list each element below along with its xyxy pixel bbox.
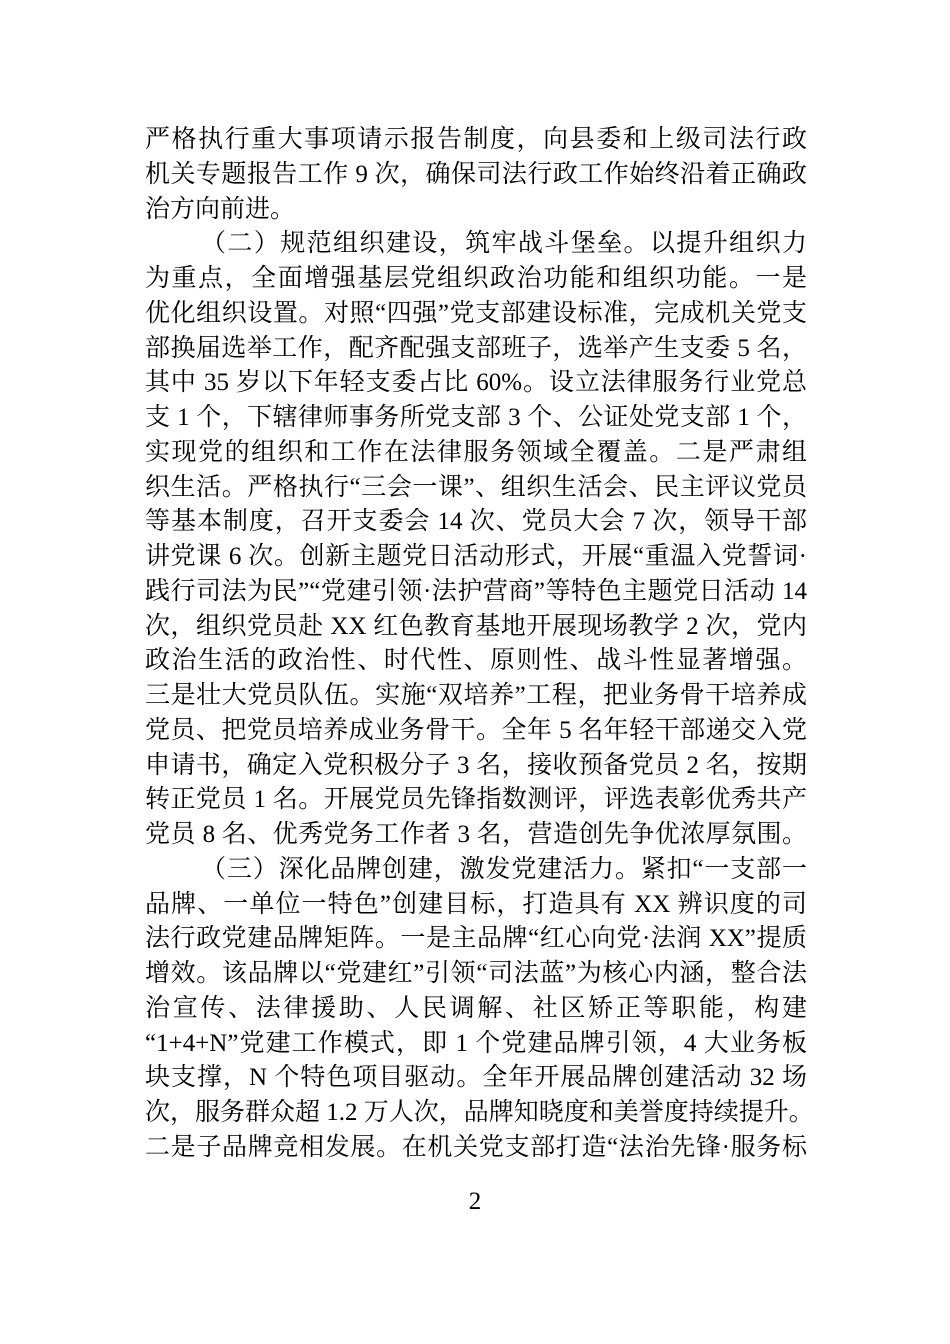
body-text [145, 123, 814, 1166]
text-line: 二是子品牌竞相发展。在机关党支部打造“法治先锋·服务标 [145, 1133, 807, 1161]
text-line: 严格执行重大事项请示报告制度，向县委和上级司法行政 [145, 126, 807, 153]
text-line: 其中 35 岁以下年轻支委占比 60%。设立法律服务行业党总 [145, 369, 807, 397]
page-number: 2 [468, 1188, 482, 1215]
text-line: 政治生活的政治性、时代性、原则性、战斗性显著增强。 [145, 647, 807, 675]
text-line: 块支撑，N 个特色项目驱动。全年开展品牌创建活动 32 场 [145, 1064, 807, 1092]
section-heading-line: （二）规范组织建设，筑牢战斗堡垒。以提升组织力 [201, 230, 807, 258]
text-line: 践行司法为民”“党建引领·法护营商”等特色主题党日活动 14 [145, 577, 807, 605]
text-line: “1+4+N”党建工作模式，即 1 个党建品牌引领，4 大业务板 [145, 1029, 807, 1057]
text-line: 治方向前进。 [145, 195, 296, 223]
section-heading-line: （三）深化品牌创建，激发党建活力。紧扣“一支部一 [201, 855, 807, 883]
text-line: 机关专题报告工作 9 次，确保司法行政工作始终沿着正确政 [145, 160, 807, 188]
text-line: 部换届选举工作，配齐配强支部班子，选举产生支委 5 名， [145, 334, 807, 362]
text-line: 为重点，全面增强基层党组织政治功能和组织功能。一是 [145, 265, 807, 292]
text-line: 次，组织党员赴 XX 红色教育基地开展现场教学 2 次，党内 [145, 612, 807, 640]
text-line: 支 1 个，下辖律师事务所党支部 3 个、公证处党支部 1 个， [145, 404, 807, 431]
text-line: 织生活。严格执行“三会一课”、组织生活会、民主评议党员 [145, 473, 807, 501]
text-line: 等基本制度，召开支委会 14 次、党员大会 7 次，领导干部 [145, 508, 807, 536]
text-line: 法行政党建品牌矩阵。一是主品牌“红心向党·法润 XX”提质 [145, 925, 807, 953]
text-line: 增效。该品牌以“党建红”引领“司法蓝”为核心内涵，整合法 [145, 960, 807, 987]
text-line: 优化组织设置。对照“四强”党支部建设标准，完成机关党支 [145, 299, 807, 327]
text-line: 治宣传、法律援助、人民调解、社区矫正等职能，构建 [145, 994, 807, 1022]
text-line: 实现党的组织和工作在法律服务领域全覆盖。二是严肃组 [145, 438, 807, 466]
text-line: 党员、把党员培养成业务骨干。全年 5 名年轻干部递交入党 [145, 716, 807, 744]
text-line: 三是壮大党员队伍。实施“双培养”工程，把业务骨干培养成 [145, 682, 807, 709]
text-line: 转正党员 1 名。开展党员先锋指数测评，评选表彰优秀共产 [145, 786, 807, 814]
text-line: 讲党课 6 次。创新主题党日活动形式，开展“重温入党誓词· [145, 543, 807, 570]
text-line: 党员 8 名、优秀党务工作者 3 名，营造创先争优浓厚氛围。 [145, 821, 807, 848]
text-line: 品牌、一单位一特色”创建目标，打造具有 XX 辨识度的司 [145, 890, 807, 918]
text-line: 申请书，确定入党积极分子 3 名，接收预备党员 2 名，按期 [145, 751, 807, 779]
text-line: 次，服务群众超 1.2 万人次，品牌知晓度和美誉度持续提升。 [145, 1099, 814, 1126]
